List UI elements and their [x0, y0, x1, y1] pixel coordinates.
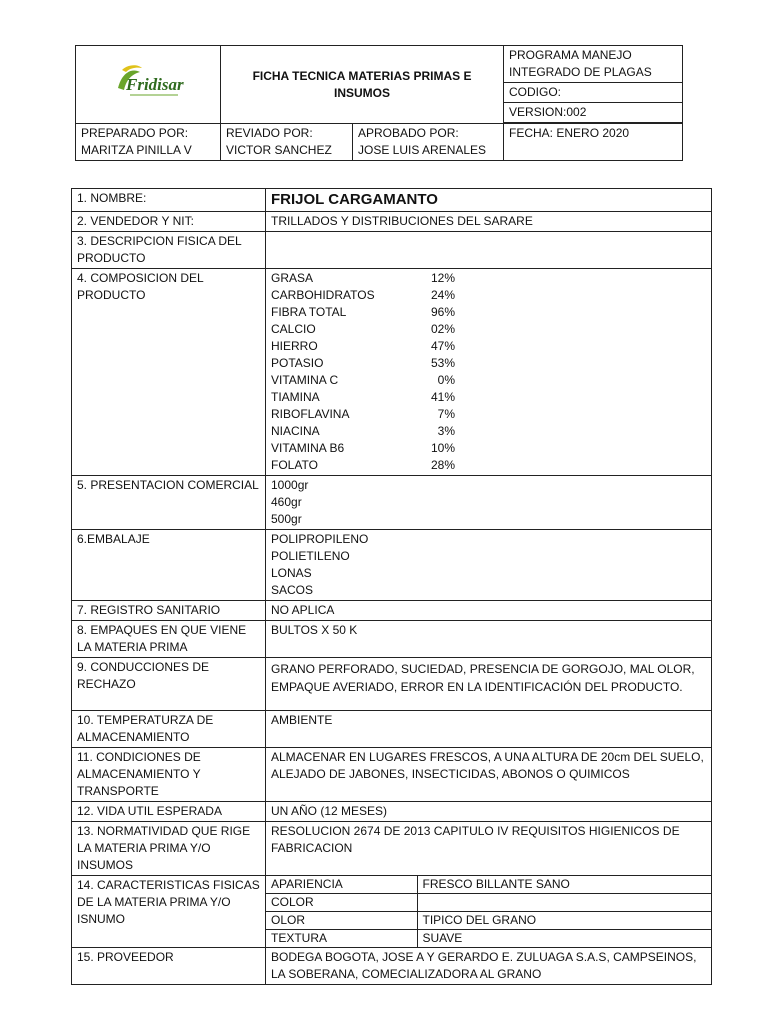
- char-name: APARIENCIA: [266, 876, 417, 894]
- row-label: 10. TEMPERATURZA DE ALMACENAMIENTO: [72, 711, 266, 748]
- row-label: 13. NORMATIVIDAD QUE RIGE LA MATERIA PRIMA Y/O INSUMOS: [72, 822, 266, 876]
- header-table: [75, 45, 683, 161]
- presentation-list: [266, 476, 712, 530]
- nutrient-name: FOLATO: [271, 458, 318, 472]
- row-composicion: [72, 269, 712, 476]
- char-value: [417, 894, 711, 912]
- reviewed-name: VICTOR SANCHEZ: [226, 143, 332, 157]
- version: VERSION:002: [504, 103, 683, 123]
- reviewed-label: REVIADO POR:: [226, 126, 313, 140]
- prepared-by: [76, 124, 221, 161]
- row-vida-util: [72, 802, 712, 822]
- composition-item: [271, 321, 706, 338]
- composition-item: [271, 372, 706, 389]
- list-item: 1000gr: [271, 478, 309, 492]
- row-proveedor: [72, 948, 712, 985]
- table-row: [266, 912, 711, 930]
- table-row: [266, 876, 711, 894]
- row-presentacion: [72, 476, 712, 530]
- row-label: 9. CONDUCCIONES DE RECHAZO: [72, 658, 266, 711]
- nutrient-name: TIAMINA: [271, 390, 320, 404]
- svg-text:Fridisar: Fridisar: [126, 75, 184, 94]
- composition-item: [271, 440, 706, 457]
- temperature-value: AMBIENTE: [266, 711, 712, 748]
- list-item: POLIPROPILENO: [271, 532, 369, 546]
- spec-table: [71, 188, 712, 985]
- row-vendedor: [72, 212, 712, 232]
- row-label: 5. PRESENTACION COMERCIAL: [72, 476, 266, 530]
- nutrient-value: 0%: [437, 373, 455, 387]
- row-label: 8. EMPAQUES EN QUE VIENE LA MATERIA PRIMA: [72, 621, 266, 658]
- row-label: 7. REGISTRO SANITARIO: [72, 601, 266, 621]
- nutrient-value: 41%: [430, 390, 455, 404]
- characteristics-table: [266, 876, 711, 947]
- rejection-value: GRANO PERFORADO, SUCIEDAD, PRESENCIA DE GORGOJO, MAL OLOR, EMPAQUE AVERIADO, ERROR EN LA IDENTIFICACIÓN DEL PRODUCTO.: [266, 658, 712, 711]
- nutrient-name: VITAMINA C: [271, 373, 339, 387]
- program-name: PROGRAMA MANEJO INTEGRADO DE PLAGAS: [504, 46, 683, 83]
- row-label: 4. COMPOSICION DEL PRODUCTO: [72, 269, 266, 476]
- row-label: 11. CONDICIONES DE ALMACENAMIENTO Y TRANSPORTE: [72, 748, 266, 802]
- nutrient-value: 7%: [437, 407, 455, 421]
- vendor-value: TRILLADOS Y DISTRIBUCIONES DEL SARARE: [266, 212, 712, 232]
- row-label: 3. DESCRIPCION FISICA DEL PRODUCTO: [72, 232, 266, 269]
- composition-item: [271, 406, 706, 423]
- packages-value: BULTOS X 50 K: [266, 621, 712, 658]
- nutrient-name: CARBOHIDRATOS: [271, 288, 375, 302]
- row-label: 2. VENDEDOR Y NIT:: [72, 212, 266, 232]
- document-title: FICHA TECNICA MATERIAS PRIMAS E INSUMOS: [221, 46, 504, 124]
- nutrient-value: 10%: [430, 441, 455, 455]
- prepared-name: MARITZA PINILLA V: [81, 143, 192, 157]
- table-row: [266, 894, 711, 912]
- company-logo: [108, 62, 188, 102]
- shelf-life-value: UN AÑO (12 MESES): [266, 802, 712, 822]
- approved-name: JOSE LUIS ARENALES: [358, 143, 487, 157]
- row-caracteristicas: [72, 876, 712, 948]
- packaging-list: [266, 530, 712, 601]
- row-label: 15. PROVEEDOR: [72, 948, 266, 985]
- row-embalaje: [72, 530, 712, 601]
- approved-label: APROBADO POR:: [358, 126, 459, 140]
- nutrient-value: 28%: [430, 458, 455, 472]
- nutrient-value: 02%: [430, 322, 455, 336]
- composition-item: [271, 355, 706, 372]
- composition-item: [271, 423, 706, 440]
- row-registro: [72, 601, 712, 621]
- nutrient-name: NIACINA: [271, 424, 320, 438]
- nutrient-name: HIERRO: [271, 339, 318, 353]
- char-name: OLOR: [266, 912, 417, 930]
- regulation-value: RESOLUCION 2674 DE 2013 CAPITULO IV REQUISITOS HIGIENICOS DE FABRICACION: [266, 822, 712, 876]
- row-condiciones: [72, 748, 712, 802]
- reviewed-by: [221, 124, 353, 161]
- nutrient-name: VITAMINA B6: [271, 441, 345, 455]
- composition-item: [271, 457, 706, 474]
- row-temperatura: [72, 711, 712, 748]
- composition-list: [266, 269, 712, 476]
- composition-item: [271, 389, 706, 406]
- nutrient-name: POTASIO: [271, 356, 324, 370]
- table-row: [266, 930, 711, 948]
- storage-value: ALMACENAR EN LUGARES FRESCOS, A UNA ALTURA DE 20cm DEL SUELO, ALEJADO DE JABONES, INSECTICIDAS, ABONOS O QUIMICOS: [266, 748, 712, 802]
- row-descripcion: [72, 232, 712, 269]
- row-rechazo: [72, 658, 712, 711]
- char-value: TIPICO DEL GRANO: [417, 912, 711, 930]
- nutrient-value: 47%: [430, 339, 455, 353]
- row-nombre: [72, 189, 712, 212]
- approved-by: [353, 124, 504, 161]
- nutrient-name: CALCIO: [271, 322, 316, 336]
- codigo: CODIGO:: [504, 83, 683, 103]
- row-normatividad: [72, 822, 712, 876]
- composition-item: [271, 287, 706, 304]
- nutrient-value: 96%: [430, 305, 455, 319]
- list-item: SACOS: [271, 583, 314, 597]
- nutrient-name: FIBRA TOTAL: [271, 305, 347, 319]
- company-logo-cell: [76, 46, 221, 124]
- row-label: 6.EMBALAJE: [72, 530, 266, 601]
- list-item: LONAS: [271, 566, 312, 580]
- document-date: FECHA: ENERO 2020: [504, 124, 683, 161]
- composition-item: [271, 270, 706, 287]
- characteristics-cell: [266, 876, 712, 948]
- char-name: TEXTURA: [266, 930, 417, 948]
- char-name: COLOR: [266, 894, 417, 912]
- product-name: FRIJOL CARGAMANTO: [266, 189, 712, 212]
- row-label: 1. NOMBRE:: [72, 189, 266, 212]
- row-label: 14. CARACTERISTICAS FISICAS DE LA MATERIA PRIMA Y/O ISNUMO: [72, 876, 266, 948]
- composition-item: [271, 304, 706, 321]
- char-value: FRESCO BILLANTE SANO: [417, 876, 711, 894]
- description-value: [266, 232, 712, 269]
- nutrient-value: 12%: [430, 271, 455, 285]
- list-item: 460gr: [271, 495, 302, 509]
- nutrient-name: GRASA: [271, 271, 314, 285]
- supplier-value: BODEGA BOGOTA, JOSE A Y GERARDO E. ZULUAGA S.A.S, CAMPSEINOS, LA SOBERANA, COMECIALIZADORA AL GRANO: [266, 948, 712, 985]
- nutrient-name: RIBOFLAVINA: [271, 407, 350, 421]
- nutrient-value: 3%: [437, 424, 455, 438]
- char-value: SUAVE: [417, 930, 711, 948]
- row-label: 12. VIDA UTIL ESPERADA: [72, 802, 266, 822]
- registry-value: NO APLICA: [266, 601, 712, 621]
- composition-item: [271, 338, 706, 355]
- prepared-label: PREPARADO POR:: [81, 126, 189, 140]
- list-item: POLIETILENO: [271, 549, 350, 563]
- nutrient-value: 24%: [430, 288, 455, 302]
- row-empaques: [72, 621, 712, 658]
- nutrient-value: 53%: [430, 356, 455, 370]
- list-item: 500gr: [271, 512, 302, 526]
